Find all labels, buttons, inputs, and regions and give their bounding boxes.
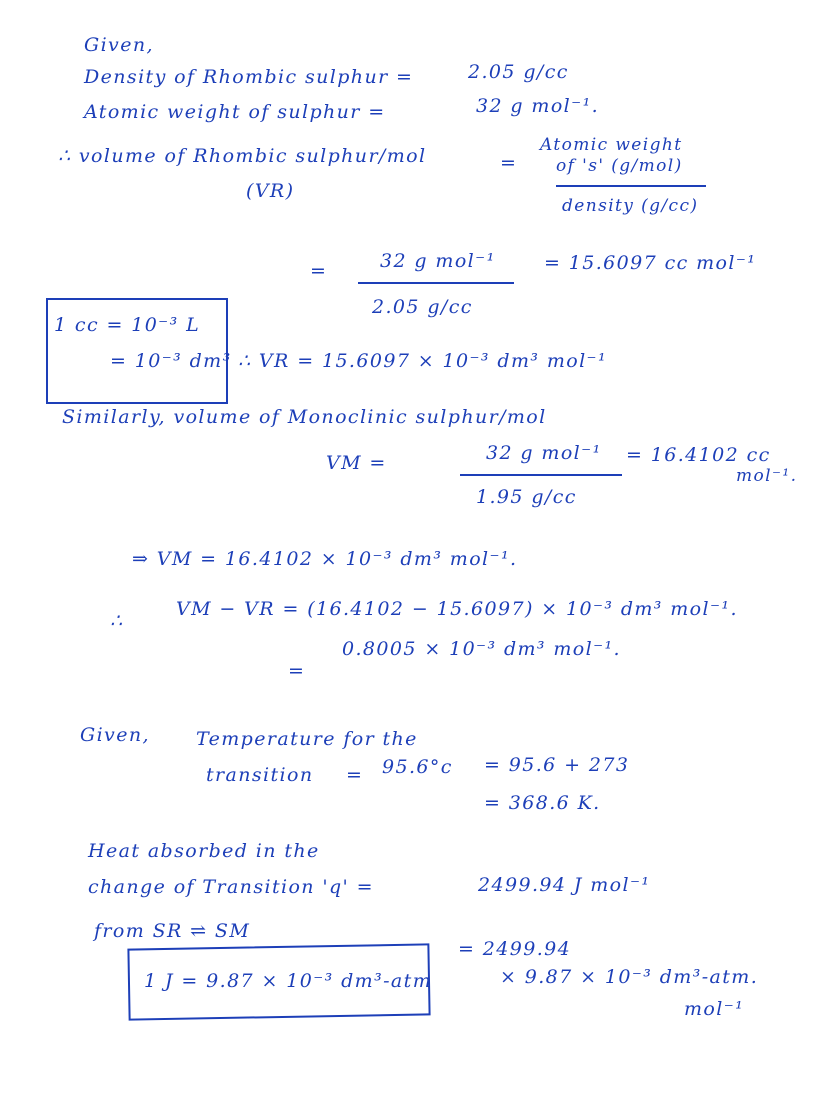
final-unit: mol⁻¹ — [684, 998, 745, 1020]
fraction-result-unit: mol⁻¹. — [736, 466, 798, 486]
fraction-denominator: density (g/cc) — [562, 196, 699, 216]
joule-conversion: 1 J = 9.87 × 10⁻³ dm³-atm — [144, 970, 433, 992]
fraction-numerator: 32 g mol⁻¹ — [486, 442, 602, 464]
given-heading: Given, — [80, 724, 150, 746]
fraction-result: = 16.4102 cc — [626, 444, 771, 466]
vr-result: ∴ VR = 15.6097 × 10⁻³ dm³ mol⁻¹ — [238, 350, 607, 372]
atomic-weight-value: 32 g mol⁻¹. — [476, 95, 600, 117]
heat-line-1: Heat absorbed in the — [88, 840, 320, 862]
temperature-conversion: = 95.6 + 273 — [484, 754, 630, 776]
vr-symbol: (VR) — [246, 180, 295, 202]
fraction-numerator-line2: of 's' (g/mol) — [556, 156, 683, 176]
temperature-kelvin: = 368.6 K. — [484, 792, 601, 814]
equals-sign: = — [346, 764, 364, 786]
volume-rhombic-label: ∴ volume of Rhombic sulphur/mol — [58, 145, 427, 167]
heat-line-2: change of Transition 'q' = — [88, 876, 374, 898]
fraction-numerator-line1: Atomic weight — [540, 135, 683, 155]
heat-value: 2499.94 J mol⁻¹ — [478, 874, 651, 896]
equals-sign: = — [310, 260, 328, 282]
therefore-symbol: ∴ — [110, 610, 124, 632]
similarly-line: Similarly, volume of Monoclinic sulphur/mol — [62, 406, 547, 428]
difference-result: 0.8005 × 10⁻³ dm³ mol⁻¹. — [342, 638, 621, 660]
temperature-value: 95.6°c — [382, 756, 453, 778]
equals-sign: = — [288, 660, 306, 682]
final-line-1: = 2499.94 — [458, 938, 572, 960]
vm-conversion: ⇒ VM = 16.4102 × 10⁻³ dm³ mol⁻¹. — [132, 548, 518, 570]
conversion-line-2: = 10⁻³ dm³ — [110, 350, 232, 372]
fraction-numerator: 32 g mol⁻¹ — [380, 250, 496, 272]
conversion-line-1: 1 cc = 10⁻³ L — [54, 314, 201, 336]
from-line: from SR ⇌ SM — [94, 920, 251, 942]
final-line-2: × 9.87 × 10⁻³ dm³-atm. — [500, 966, 759, 988]
fraction-denominator: 1.95 g/cc — [476, 486, 577, 508]
difference-line: VM − VR = (16.4102 − 15.6097) × 10⁻³ dm³ mol⁻¹. — [176, 598, 738, 620]
atomic-weight-label: Atomic weight of sulphur = — [84, 101, 386, 123]
fraction-denominator: 2.05 g/cc — [372, 296, 473, 318]
fraction-result: = 15.6097 cc mol⁻¹ — [544, 252, 757, 274]
temperature-label: Temperature for the — [196, 728, 418, 750]
fraction-bar — [358, 282, 514, 284]
equals-sign: = — [500, 152, 518, 174]
density-label: Density of Rhombic sulphur = — [84, 66, 414, 88]
density-value: 2.05 g/cc — [468, 61, 569, 83]
transition-label: transition — [206, 764, 314, 786]
fraction-bar — [556, 185, 706, 187]
fraction-bar — [460, 474, 622, 476]
given-heading: Given, — [84, 34, 154, 56]
vm-symbol: VM = — [326, 452, 387, 474]
